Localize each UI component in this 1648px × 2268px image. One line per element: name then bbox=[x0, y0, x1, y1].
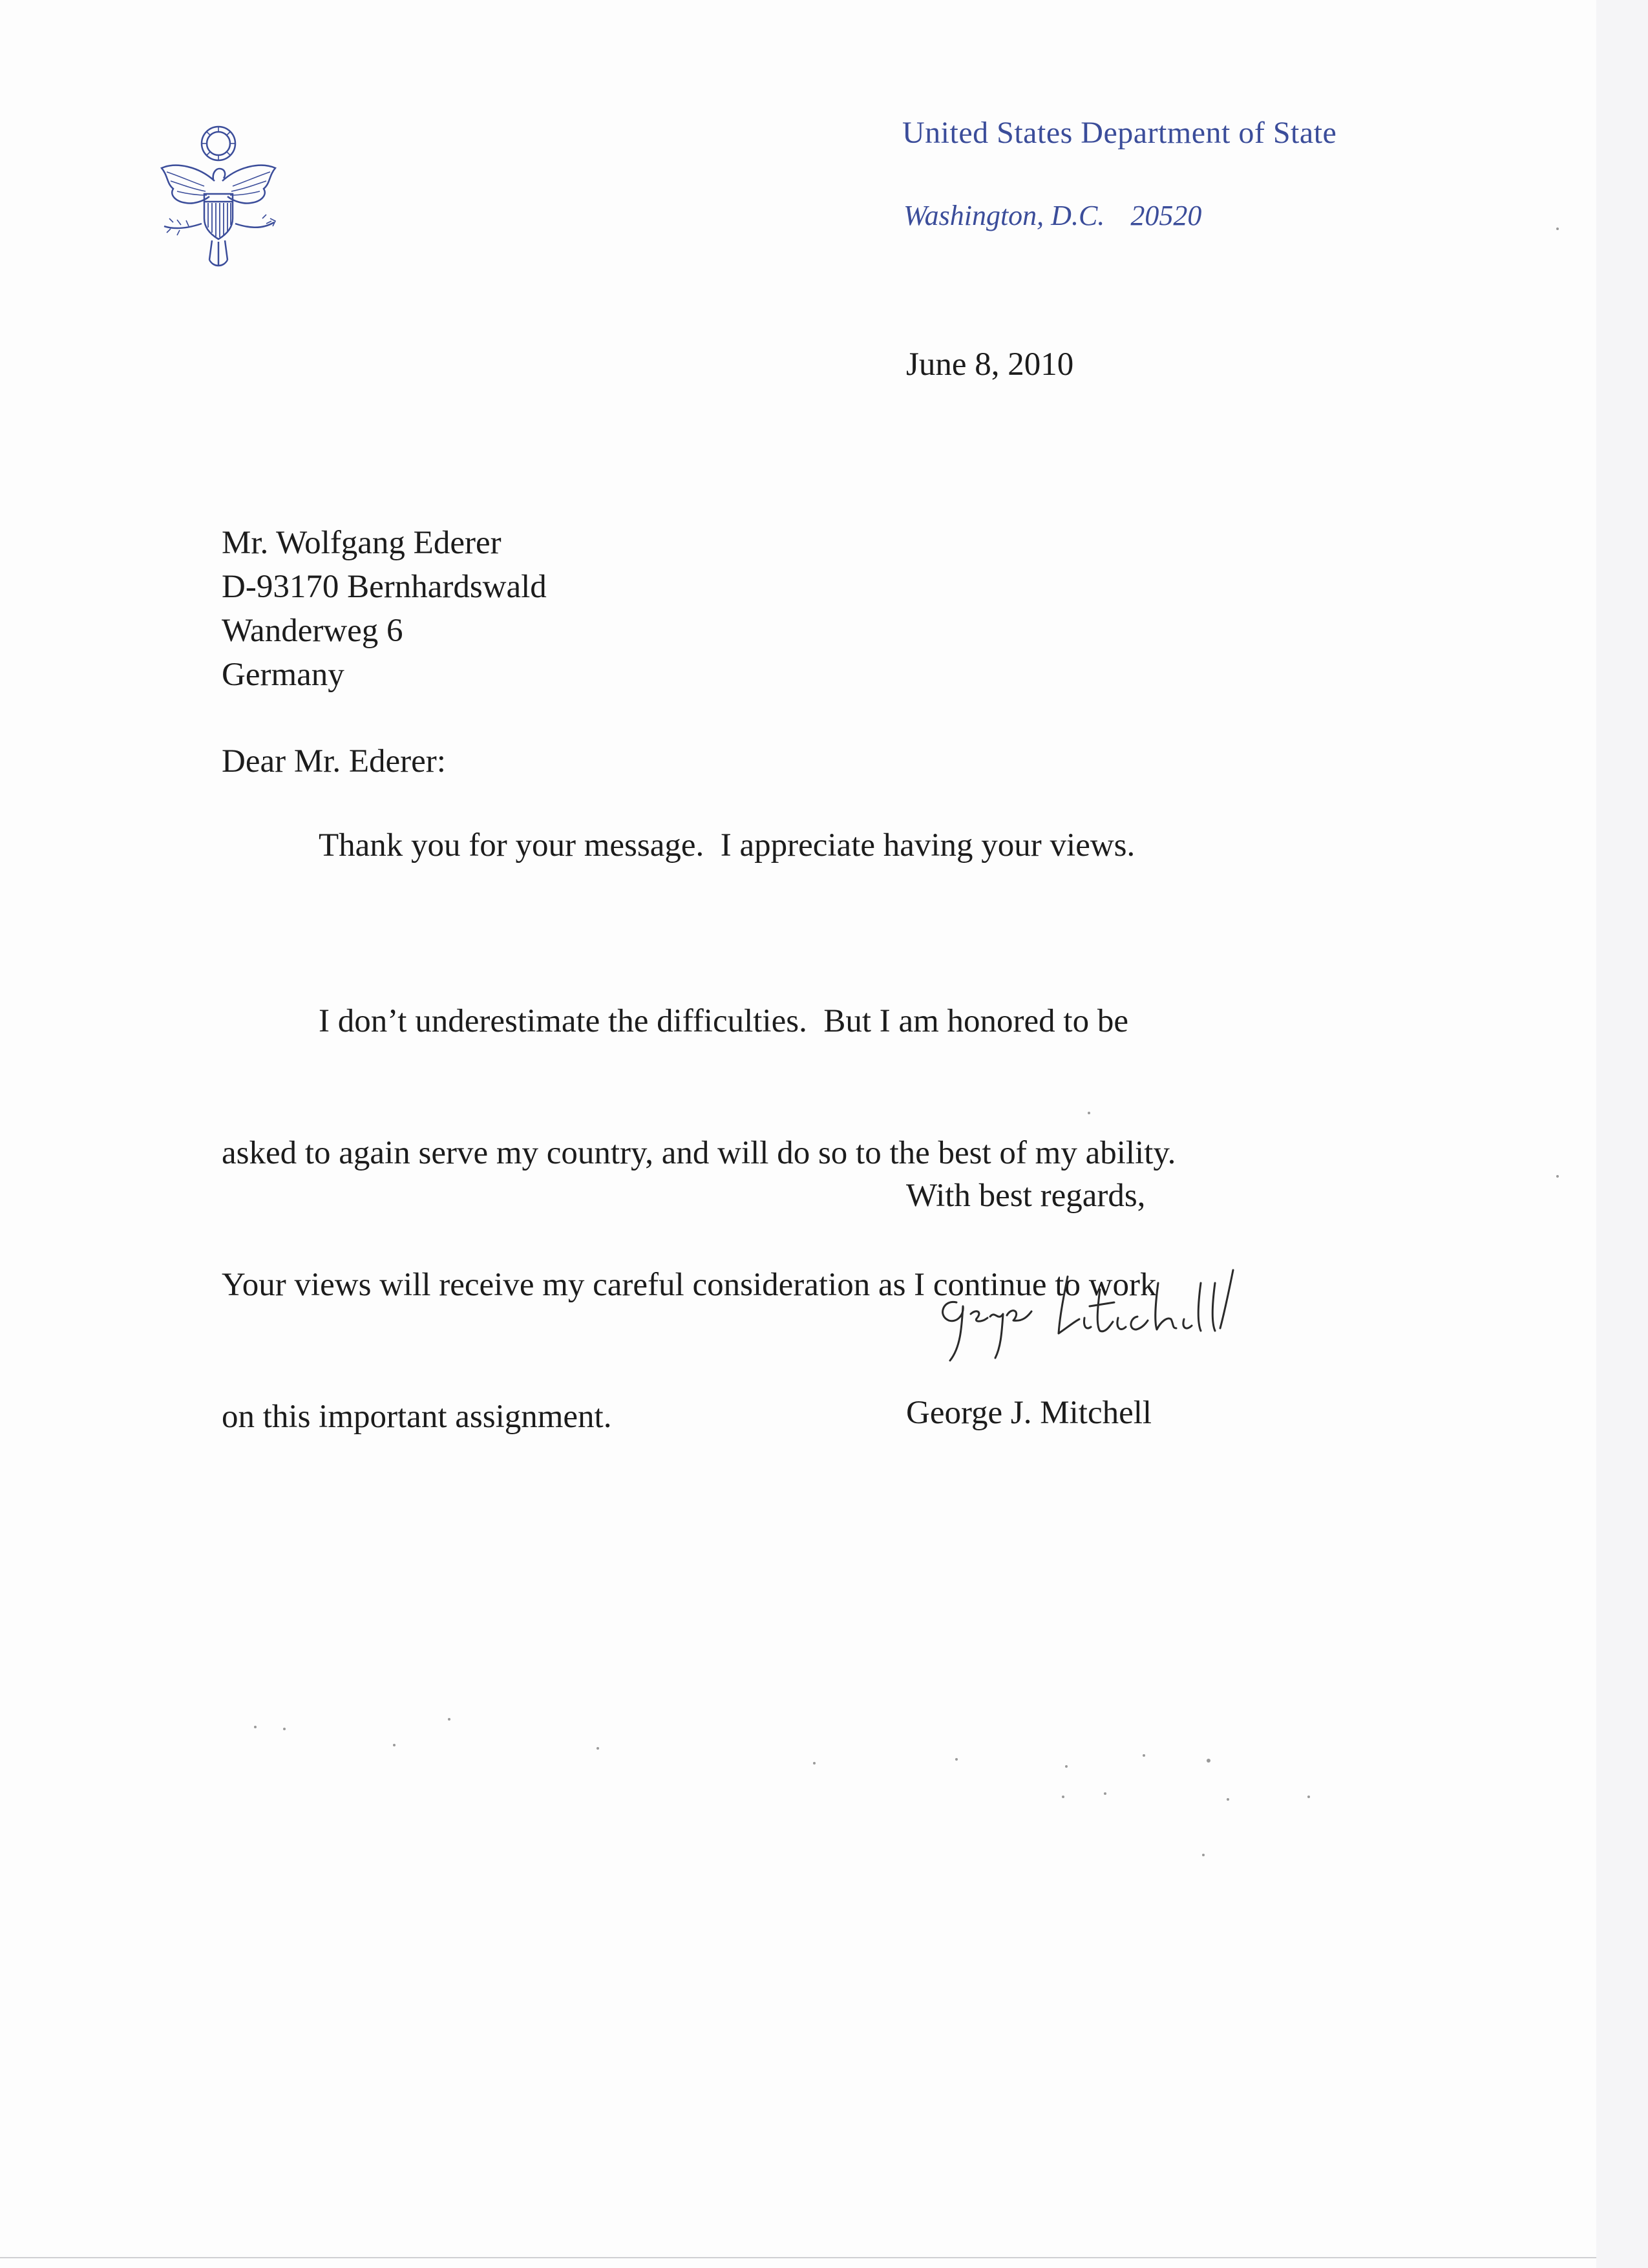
paragraph-1: Thank you for your message. I appreciate having your views. bbox=[319, 827, 1136, 864]
paragraph-2-line: asked to again serve my country, and will do so to the best of my ability. bbox=[222, 1135, 1176, 1171]
recipient-street: Wanderweg 6 bbox=[222, 613, 403, 649]
recipient-country: Germany bbox=[222, 657, 344, 693]
handwritten-signature bbox=[931, 1264, 1280, 1373]
signer-name: George J. Mitchell bbox=[906, 1395, 1152, 1431]
letter-date: June 8, 2010 bbox=[906, 346, 1074, 383]
letterhead-city: Washington, D.C. bbox=[903, 200, 1105, 231]
letterhead-zip: 20520 bbox=[1130, 200, 1202, 231]
page-right-margin bbox=[1596, 0, 1648, 2268]
paragraph-2-line: Your views will receive my careful consideration as I continue to work bbox=[222, 1267, 1157, 1303]
closing: With best regards, bbox=[906, 1178, 1146, 1214]
paragraph-2-line: on this important assignment. bbox=[222, 1399, 612, 1435]
paragraph-2-line: I don’t underestimate the difficulties. But I am honored to be bbox=[319, 1003, 1128, 1039]
recipient-name: Mr. Wolfgang Ederer bbox=[222, 525, 502, 561]
letterhead-department: United States Department of State bbox=[902, 116, 1337, 150]
recipient-city: D-93170 Bernhardswald bbox=[222, 569, 547, 605]
letterhead-address bbox=[903, 199, 1201, 232]
great-seal-icon bbox=[147, 122, 290, 274]
recipient-address bbox=[222, 521, 547, 697]
salutation: Dear Mr. Ederer: bbox=[222, 743, 446, 779]
page-bottom-edge bbox=[0, 2257, 1596, 2258]
